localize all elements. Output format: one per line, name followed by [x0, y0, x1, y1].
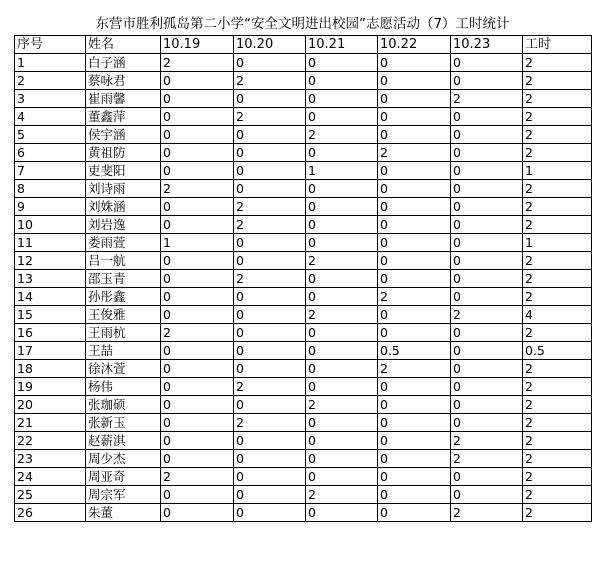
hours-cell[interactable]: 0 — [161, 90, 234, 108]
header-cell-date[interactable]: 10.20 — [234, 36, 306, 54]
index-cell[interactable]: 2 — [15, 72, 86, 90]
header-cell-date[interactable]: 10.23 — [451, 36, 523, 54]
name-cell[interactable]: 赵薪淇 — [86, 432, 161, 450]
hours-cell[interactable]: 0 — [451, 198, 523, 216]
table-row — [15, 72, 592, 90]
hours-cell[interactable]: 0.5 — [378, 342, 451, 360]
total-hours-cell[interactable]: 2 — [523, 360, 592, 378]
hours-cell[interactable]: 0 — [306, 54, 378, 72]
hours-cell[interactable]: 0 — [378, 252, 451, 270]
hours-cell[interactable]: 0 — [451, 288, 523, 306]
table-row — [15, 342, 592, 360]
index-cell[interactable]: 23 — [15, 450, 86, 468]
hours-cell[interactable]: 0 — [451, 342, 523, 360]
name-cell[interactable]: 刘岩逸 — [86, 216, 161, 234]
name-cell[interactable]: 娄雨萱 — [86, 234, 161, 252]
index-cell[interactable]: 18 — [15, 360, 86, 378]
name-cell[interactable]: 徐沐萱 — [86, 360, 161, 378]
hours-cell[interactable]: 0 — [234, 252, 306, 270]
hours-cell[interactable]: 0 — [234, 468, 306, 486]
name-cell[interactable]: 吏斐阳 — [86, 162, 161, 180]
total-hours-cell[interactable]: 1 — [523, 162, 592, 180]
total-hours-cell[interactable]: 2 — [523, 324, 592, 342]
hours-cell[interactable]: 0 — [378, 396, 451, 414]
total-hours-cell[interactable]: 2 — [523, 72, 592, 90]
hours-cell[interactable]: 0 — [378, 72, 451, 90]
index-cell[interactable]: 6 — [15, 144, 86, 162]
hours-cell[interactable]: 2 — [378, 360, 451, 378]
hours-cell[interactable]: 0 — [161, 126, 234, 144]
table-row — [15, 396, 592, 414]
hours-cell[interactable]: 0 — [378, 90, 451, 108]
hours-cell[interactable]: 2 — [306, 252, 378, 270]
index-cell[interactable]: 10 — [15, 216, 86, 234]
hours-cell[interactable]: 0 — [451, 144, 523, 162]
hours-cell[interactable]: 0 — [451, 252, 523, 270]
name-cell[interactable]: 蔡咏君 — [86, 72, 161, 90]
hours-cell[interactable]: 2 — [451, 306, 523, 324]
table-row — [15, 162, 592, 180]
table-row — [15, 270, 592, 288]
header-cell-date[interactable]: 10.22 — [378, 36, 451, 54]
hours-cell[interactable]: 2 — [451, 504, 523, 522]
hours-cell[interactable]: 0 — [451, 270, 523, 288]
hours-cell[interactable]: 0 — [234, 360, 306, 378]
hours-cell[interactable]: 0 — [451, 72, 523, 90]
table-row — [15, 486, 592, 504]
hours-cell[interactable]: 0 — [306, 144, 378, 162]
hours-cell[interactable]: 0 — [234, 306, 306, 324]
name-cell[interactable]: 张珈硕 — [86, 396, 161, 414]
hours-cell[interactable]: 0 — [161, 432, 234, 450]
table-row — [15, 288, 592, 306]
total-hours-cell[interactable]: 4 — [523, 306, 592, 324]
hours-cell[interactable]: 2 — [378, 288, 451, 306]
index-cell[interactable]: 25 — [15, 486, 86, 504]
hours-cell[interactable]: 0 — [306, 90, 378, 108]
total-hours-cell[interactable]: 2 — [523, 396, 592, 414]
hours-cell[interactable]: 0 — [451, 108, 523, 126]
name-cell[interactable]: 王俊雅 — [86, 306, 161, 324]
index-cell[interactable]: 3 — [15, 90, 86, 108]
index-cell[interactable]: 14 — [15, 288, 86, 306]
hours-cell[interactable]: 0 — [378, 450, 451, 468]
index-cell[interactable]: 12 — [15, 252, 86, 270]
total-hours-cell[interactable]: 2 — [523, 90, 592, 108]
name-cell[interactable]: 周少杰 — [86, 450, 161, 468]
hours-cell[interactable]: 0 — [161, 306, 234, 324]
index-cell[interactable]: 22 — [15, 432, 86, 450]
hours-cell[interactable]: 0 — [234, 450, 306, 468]
hours-cell[interactable]: 0 — [161, 486, 234, 504]
header-cell-hours[interactable]: 工时 — [523, 36, 592, 54]
hours-cell[interactable]: 0 — [161, 216, 234, 234]
hours-cell[interactable]: 0 — [161, 396, 234, 414]
table-row — [15, 306, 592, 324]
hours-cell[interactable]: 0 — [234, 162, 306, 180]
table-row — [15, 378, 592, 396]
table-row — [15, 216, 592, 234]
hours-cell[interactable]: 1 — [306, 162, 378, 180]
header-cell-index[interactable]: 序号 — [15, 36, 86, 54]
header-row — [15, 36, 592, 54]
total-hours-cell[interactable]: 2 — [523, 54, 592, 72]
hours-cell[interactable]: 0 — [451, 378, 523, 396]
hours-cell[interactable]: 0 — [451, 468, 523, 486]
total-hours-cell[interactable]: 0.5 — [523, 342, 592, 360]
total-hours-cell[interactable]: 2 — [523, 504, 592, 522]
hours-cell[interactable]: 0 — [306, 504, 378, 522]
hours-cell[interactable]: 2 — [378, 144, 451, 162]
table-row — [15, 468, 592, 486]
table-row — [15, 54, 592, 72]
hours-cell[interactable]: 1 — [161, 234, 234, 252]
total-hours-cell[interactable]: 2 — [523, 144, 592, 162]
hours-cell[interactable]: 0 — [234, 396, 306, 414]
hours-cell[interactable]: 0 — [451, 180, 523, 198]
name-cell[interactable]: 孙彤鑫 — [86, 288, 161, 306]
index-cell[interactable]: 11 — [15, 234, 86, 252]
worktime-table — [14, 35, 592, 522]
hours-cell[interactable]: 2 — [306, 126, 378, 144]
table-row — [15, 324, 592, 342]
hours-cell[interactable]: 0 — [451, 414, 523, 432]
total-hours-cell[interactable]: 2 — [523, 486, 592, 504]
table-row — [15, 126, 592, 144]
hours-cell[interactable]: 0 — [234, 504, 306, 522]
header-cell-date[interactable]: 10.21 — [306, 36, 378, 54]
hours-cell[interactable]: 0 — [378, 216, 451, 234]
hours-cell[interactable]: 2 — [451, 432, 523, 450]
name-cell[interactable]: 王喆 — [86, 342, 161, 360]
hours-cell[interactable]: 0 — [451, 234, 523, 252]
hours-cell[interactable]: 0 — [378, 234, 451, 252]
name-cell[interactable]: 吕一航 — [86, 252, 161, 270]
table-row — [15, 180, 592, 198]
hours-cell[interactable]: 0 — [306, 288, 378, 306]
total-hours-cell[interactable]: 2 — [523, 378, 592, 396]
hours-cell[interactable]: 2 — [451, 450, 523, 468]
hours-cell[interactable]: 0 — [378, 54, 451, 72]
sheet-title: 东营市胜利孤岛第二小学“安全文明进出校园”志愿活动（7）工时统计 — [95, 16, 510, 32]
hours-cell[interactable]: 0 — [451, 54, 523, 72]
hours-cell[interactable]: 0 — [378, 324, 451, 342]
table-row — [15, 90, 592, 108]
hours-cell[interactable]: 0 — [306, 216, 378, 234]
total-hours-cell[interactable]: 2 — [523, 414, 592, 432]
hours-cell[interactable]: 0 — [451, 360, 523, 378]
table-row — [15, 450, 592, 468]
name-cell[interactable]: 崔雨馨 — [86, 90, 161, 108]
name-cell[interactable]: 侯宇涵 — [86, 126, 161, 144]
hours-cell[interactable]: 0 — [234, 342, 306, 360]
total-hours-cell[interactable]: 2 — [523, 252, 592, 270]
hours-cell[interactable]: 0 — [161, 450, 234, 468]
total-hours-cell[interactable]: 2 — [523, 108, 592, 126]
table-row — [15, 198, 592, 216]
total-hours-cell[interactable]: 2 — [523, 216, 592, 234]
hours-cell[interactable]: 0 — [234, 90, 306, 108]
name-cell[interactable]: 朱董 — [86, 504, 161, 522]
hours-cell[interactable]: 0 — [161, 360, 234, 378]
table-row — [15, 414, 592, 432]
hours-cell[interactable]: 0 — [234, 234, 306, 252]
index-cell[interactable]: 17 — [15, 342, 86, 360]
hours-cell[interactable]: 0 — [378, 126, 451, 144]
hours-cell[interactable]: 0 — [306, 324, 378, 342]
name-cell[interactable]: 白子涵 — [86, 54, 161, 72]
table-row — [15, 432, 592, 450]
index-cell[interactable]: 24 — [15, 468, 86, 486]
hours-cell[interactable]: 0 — [306, 342, 378, 360]
index-cell[interactable]: 8 — [15, 180, 86, 198]
hours-cell[interactable]: 0 — [306, 108, 378, 126]
hours-cell[interactable]: 0 — [306, 198, 378, 216]
hours-cell[interactable]: 0 — [378, 270, 451, 288]
name-cell[interactable]: 董鑫萍 — [86, 108, 161, 126]
hours-cell[interactable]: 2 — [234, 216, 306, 234]
hours-cell[interactable]: 0 — [306, 270, 378, 288]
total-hours-cell[interactable]: 2 — [523, 126, 592, 144]
hours-cell[interactable]: 0 — [451, 486, 523, 504]
hours-cell[interactable]: 0 — [161, 144, 234, 162]
table-row — [15, 234, 592, 252]
hours-cell[interactable]: 0 — [378, 180, 451, 198]
hours-cell[interactable]: 0 — [306, 72, 378, 90]
hours-cell[interactable]: 0 — [161, 342, 234, 360]
index-cell[interactable]: 7 — [15, 162, 86, 180]
hours-cell[interactable]: 0 — [161, 108, 234, 126]
index-cell[interactable]: 5 — [15, 126, 86, 144]
hours-cell[interactable]: 0 — [161, 414, 234, 432]
index-cell[interactable]: 21 — [15, 414, 86, 432]
index-cell[interactable]: 1 — [15, 54, 86, 72]
hours-cell[interactable]: 2 — [234, 270, 306, 288]
total-hours-cell[interactable]: 2 — [523, 288, 592, 306]
hours-cell[interactable]: 0 — [306, 360, 378, 378]
hours-cell[interactable]: 0 — [306, 180, 378, 198]
name-cell[interactable]: 邵玉青 — [86, 270, 161, 288]
name-cell[interactable]: 刘姝涵 — [86, 198, 161, 216]
name-cell[interactable]: 王雨杭 — [86, 324, 161, 342]
table-row — [15, 360, 592, 378]
hours-cell[interactable]: 0 — [161, 378, 234, 396]
hours-cell[interactable]: 2 — [306, 306, 378, 324]
hours-cell[interactable]: 0 — [306, 378, 378, 396]
hours-cell[interactable]: 2 — [234, 378, 306, 396]
hours-cell[interactable]: 0 — [451, 396, 523, 414]
table-row — [15, 144, 592, 162]
name-cell[interactable]: 周亚奇 — [86, 468, 161, 486]
total-hours-cell[interactable]: 2 — [523, 198, 592, 216]
hours-cell[interactable]: 0 — [161, 198, 234, 216]
index-cell[interactable]: 13 — [15, 270, 86, 288]
hours-cell[interactable]: 0 — [378, 486, 451, 504]
hours-cell[interactable]: 2 — [234, 108, 306, 126]
hours-cell[interactable]: 0 — [378, 468, 451, 486]
hours-cell[interactable]: 0 — [378, 108, 451, 126]
hours-cell[interactable]: 2 — [234, 414, 306, 432]
total-hours-cell[interactable]: 2 — [523, 180, 592, 198]
hours-cell[interactable]: 0 — [234, 180, 306, 198]
hours-cell[interactable]: 0 — [306, 432, 378, 450]
hours-cell[interactable]: 0 — [378, 504, 451, 522]
hours-cell[interactable]: 0 — [378, 432, 451, 450]
total-hours-cell[interactable]: 2 — [523, 432, 592, 450]
index-cell[interactable]: 19 — [15, 378, 86, 396]
index-cell[interactable]: 15 — [15, 306, 86, 324]
name-cell[interactable]: 周宗军 — [86, 486, 161, 504]
index-cell[interactable]: 16 — [15, 324, 86, 342]
hours-cell[interactable]: 0 — [234, 126, 306, 144]
hours-cell[interactable]: 0 — [161, 162, 234, 180]
hours-cell[interactable]: 0 — [234, 432, 306, 450]
hours-cell[interactable]: 0 — [234, 324, 306, 342]
hours-cell[interactable]: 0 — [378, 414, 451, 432]
hours-cell[interactable]: 0 — [161, 72, 234, 90]
name-cell[interactable]: 张新玉 — [86, 414, 161, 432]
total-hours-cell[interactable]: 2 — [523, 270, 592, 288]
table-row — [15, 252, 592, 270]
hours-cell[interactable]: 0 — [161, 270, 234, 288]
hours-cell[interactable]: 0 — [451, 324, 523, 342]
hours-cell[interactable]: 0 — [378, 378, 451, 396]
header-cell-name[interactable]: 姓名 — [86, 36, 161, 54]
hours-cell[interactable]: 0 — [306, 414, 378, 432]
table-row — [15, 108, 592, 126]
table-row — [15, 504, 592, 522]
name-cell[interactable]: 杨伟 — [86, 378, 161, 396]
name-cell[interactable]: 刘诗雨 — [86, 180, 161, 198]
hours-cell[interactable]: 0 — [451, 162, 523, 180]
hours-cell[interactable]: 0 — [378, 162, 451, 180]
index-cell[interactable]: 9 — [15, 198, 86, 216]
hours-cell[interactable]: 0 — [306, 468, 378, 486]
hours-cell[interactable]: 0 — [234, 144, 306, 162]
hours-cell[interactable]: 0 — [161, 288, 234, 306]
hours-cell[interactable]: 0 — [234, 54, 306, 72]
header-cell-date[interactable]: 10.19 — [161, 36, 234, 54]
hours-cell[interactable]: 0 — [451, 216, 523, 234]
hours-cell[interactable]: 2 — [234, 198, 306, 216]
hours-cell[interactable]: 0 — [378, 306, 451, 324]
hours-cell[interactable]: 2 — [451, 90, 523, 108]
hours-cell[interactable]: 2 — [161, 468, 234, 486]
hours-cell[interactable]: 0 — [378, 198, 451, 216]
hours-cell[interactable]: 0 — [306, 450, 378, 468]
hours-cell[interactable]: 2 — [306, 486, 378, 504]
hours-cell[interactable]: 2 — [161, 180, 234, 198]
hours-cell[interactable]: 0 — [161, 504, 234, 522]
total-hours-cell[interactable]: 2 — [523, 468, 592, 486]
index-cell[interactable]: 20 — [15, 396, 86, 414]
index-cell[interactable]: 4 — [15, 108, 86, 126]
index-cell[interactable]: 26 — [15, 504, 86, 522]
hours-cell[interactable]: 0 — [161, 252, 234, 270]
name-cell[interactable]: 黄祖防 — [86, 144, 161, 162]
hours-cell[interactable]: 0 — [306, 234, 378, 252]
hours-cell[interactable]: 0 — [234, 486, 306, 504]
hours-cell[interactable]: 2 — [161, 324, 234, 342]
hours-cell[interactable]: 2 — [161, 54, 234, 72]
hours-cell[interactable]: 0 — [234, 288, 306, 306]
hours-cell[interactable]: 0 — [451, 126, 523, 144]
total-hours-cell[interactable]: 2 — [523, 450, 592, 468]
hours-cell[interactable]: 2 — [234, 72, 306, 90]
total-hours-cell[interactable]: 1 — [523, 234, 592, 252]
hours-cell[interactable]: 2 — [306, 396, 378, 414]
